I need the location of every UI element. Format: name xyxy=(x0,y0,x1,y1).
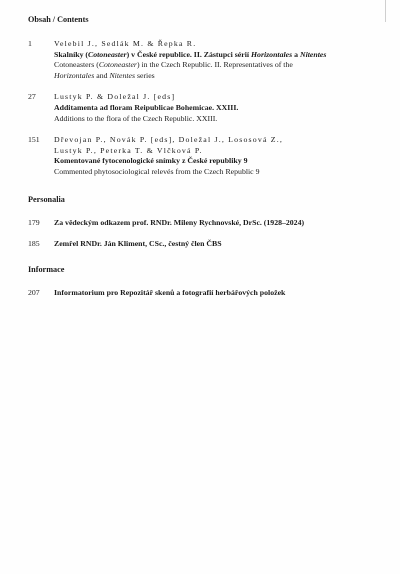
toc-page-number: 185 xyxy=(28,239,40,249)
toc-page-number: 207 xyxy=(28,287,40,297)
toc-title xyxy=(54,50,378,61)
title-part: ) v České republice. II. Zástupci sérií xyxy=(126,49,251,59)
subtitle-part-italic: Horizontales xyxy=(54,70,95,80)
contents-heading: Obsah / Contents xyxy=(28,15,89,24)
subtitle-part-italic: Cotoneaster xyxy=(98,60,137,70)
title-part-italic: Horizontales xyxy=(250,49,293,59)
toc-authors-line-1: Dřevojan P., Novák P. [eds], Doležal J., Lososová Z., xyxy=(54,135,284,145)
toc-page-number: 179 xyxy=(28,217,40,227)
toc-entry-kliment xyxy=(28,239,378,250)
toc-authors: Velebil J., Sedlák M. & Řepka R. xyxy=(54,39,197,48)
page-edge xyxy=(385,0,386,22)
title-part-italic: Nitentes xyxy=(299,49,327,59)
subtitle-part: and xyxy=(94,70,110,80)
toc-entry-velebil xyxy=(28,39,378,81)
toc-title: Additamenta ad floram Reipublicae Bohemicae. XXIII. xyxy=(54,102,239,112)
toc-subtitle: Additions to the flora of the Czech Republic. XXIII. xyxy=(54,113,218,123)
title-part: Skalníky ( xyxy=(54,49,89,59)
toc-authors-line-2: Lustyk P., Peterka T. & Vlčková P. xyxy=(54,145,203,155)
informace-heading: Informace xyxy=(28,264,65,274)
toc-entry-drevojan xyxy=(28,135,378,177)
subtitle-part: ) in the Czech Republic. II. Representatives of the xyxy=(136,60,293,70)
toc-entry-lustyk xyxy=(28,92,378,124)
personalia-heading: Personalia xyxy=(28,194,65,204)
toc-entry-body xyxy=(54,135,378,177)
title-part-italic: Cotoneaster xyxy=(88,49,127,59)
toc-title: Zemřel RNDr. Ján Kliment, CSc., čestný člen ČBS xyxy=(54,239,222,249)
title-part: a xyxy=(292,49,300,59)
toc-authors: Lustyk P. & Doležal J. [eds] xyxy=(54,92,176,102)
toc-entry-body xyxy=(54,39,378,81)
toc-title: Za vědeckým odkazem prof. RNDr. Mileny Rychnovské, DrSc. (1928–2024) xyxy=(54,217,305,227)
toc-entry-body xyxy=(54,92,378,124)
toc-entry-rychnovska xyxy=(28,218,378,229)
subtitle-part-italic: Nitentes xyxy=(109,70,136,80)
toc-subtitle xyxy=(54,60,378,81)
toc-page-number: 27 xyxy=(28,92,36,102)
toc-entry-informatorium xyxy=(28,288,378,299)
subtitle-part: series xyxy=(135,70,155,80)
toc-subtitle: Commented phytosociological relevés from the Czech Republic 9 xyxy=(54,166,260,176)
toc-page-number: 151 xyxy=(28,135,40,145)
table-of-contents xyxy=(28,14,378,298)
toc-title: Komentované fytocenologické snímky z České republiky 9 xyxy=(54,156,248,166)
toc-page-number: 1 xyxy=(28,39,32,48)
subtitle-part: Cotoneasters ( xyxy=(54,60,99,70)
toc-title: Informatorium pro Repozitář skenů a fotografií herbářových položek xyxy=(54,287,286,297)
